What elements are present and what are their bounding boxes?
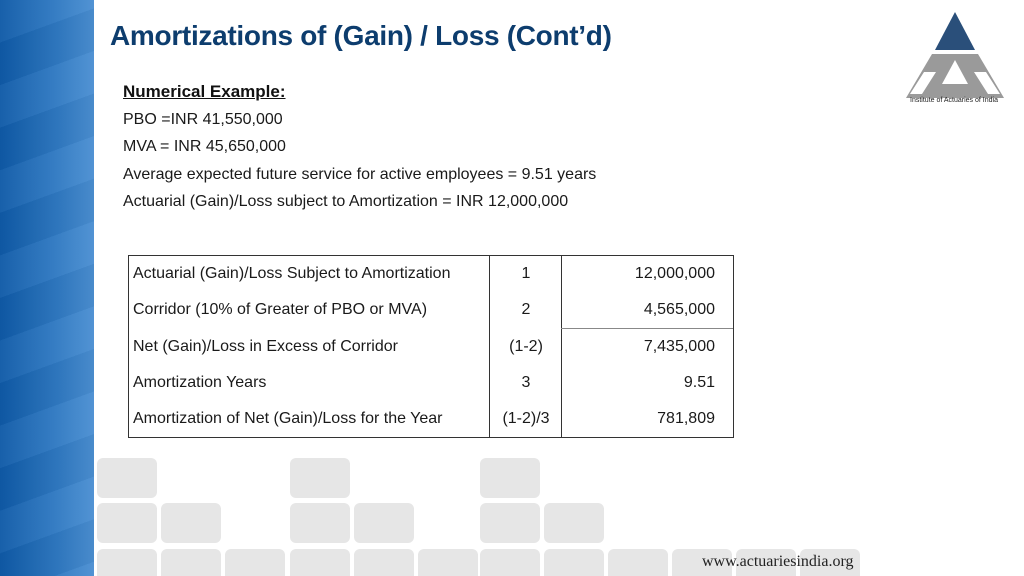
row-value: 7,435,000 bbox=[643, 338, 715, 355]
decorative-square bbox=[480, 458, 540, 498]
mva-line: MVA = INR 45,650,000 bbox=[123, 138, 286, 155]
slide-title: Amortizations of (Gain) / Loss (Cont’d) bbox=[110, 20, 612, 51]
numerical-example bbox=[123, 78, 596, 216]
decorative-square bbox=[161, 549, 221, 576]
decorative-square bbox=[290, 549, 350, 576]
institute-logo-icon bbox=[904, 10, 1006, 110]
table-row bbox=[129, 329, 733, 365]
decorative-square bbox=[290, 503, 350, 543]
row-label: Actuarial (Gain)/Loss Subject to Amortization bbox=[133, 265, 451, 282]
row-value: 781,809 bbox=[657, 410, 715, 427]
future-service-line: Average expected future service for active employees = 9.51 years bbox=[123, 165, 597, 183]
decorative-square bbox=[97, 549, 157, 576]
row-label: Amortization of Net (Gain)/Loss for the Year bbox=[133, 410, 443, 427]
row-value: 12,000,000 bbox=[634, 265, 715, 282]
decorative-square bbox=[354, 549, 414, 576]
decorative-square bbox=[544, 549, 604, 576]
decorative-square bbox=[354, 503, 414, 543]
row-ref: 1 bbox=[521, 265, 531, 282]
decorative-square bbox=[97, 503, 157, 543]
decorative-square bbox=[161, 503, 221, 543]
row-label: Net (Gain)/Loss in Excess of Corridor bbox=[133, 338, 398, 355]
row-label: Amortization Years bbox=[133, 374, 267, 391]
example-heading: Numerical Example: bbox=[123, 82, 286, 101]
gain-loss-line: Actuarial (Gain)/Loss subject to Amortization = INR 12,000,000 bbox=[123, 193, 569, 210]
logo-caption: Institute of Actuaries of India bbox=[910, 97, 998, 104]
decorative-square bbox=[290, 458, 350, 498]
table-row bbox=[129, 256, 733, 292]
row-value: 9.51 bbox=[683, 374, 715, 391]
row-ref: (1-2)/3 bbox=[502, 410, 550, 427]
row-ref: 3 bbox=[521, 374, 531, 391]
decorative-square bbox=[418, 549, 478, 576]
decorative-square bbox=[608, 549, 668, 576]
row-ref: 2 bbox=[521, 301, 531, 318]
decorative-square bbox=[480, 549, 540, 576]
table-row bbox=[129, 365, 733, 401]
decorative-square bbox=[544, 503, 604, 543]
logo-top-triangle bbox=[935, 12, 975, 50]
row-label: Corridor (10% of Greater of PBO or MVA) bbox=[133, 301, 428, 318]
row-ref: (1-2) bbox=[509, 338, 543, 355]
table-row bbox=[129, 401, 733, 437]
pbo-line: PBO =INR 41,550,000 bbox=[123, 110, 283, 128]
amortization-table bbox=[128, 255, 734, 438]
decorative-square bbox=[225, 549, 285, 576]
left-band-texture bbox=[0, 0, 94, 576]
row-value: 4,565,000 bbox=[643, 301, 715, 318]
decorative-square bbox=[480, 503, 540, 543]
table-row bbox=[129, 292, 733, 328]
footer-website-url: www.actuariesindia.org bbox=[702, 553, 854, 570]
decorative-square bbox=[97, 458, 157, 498]
